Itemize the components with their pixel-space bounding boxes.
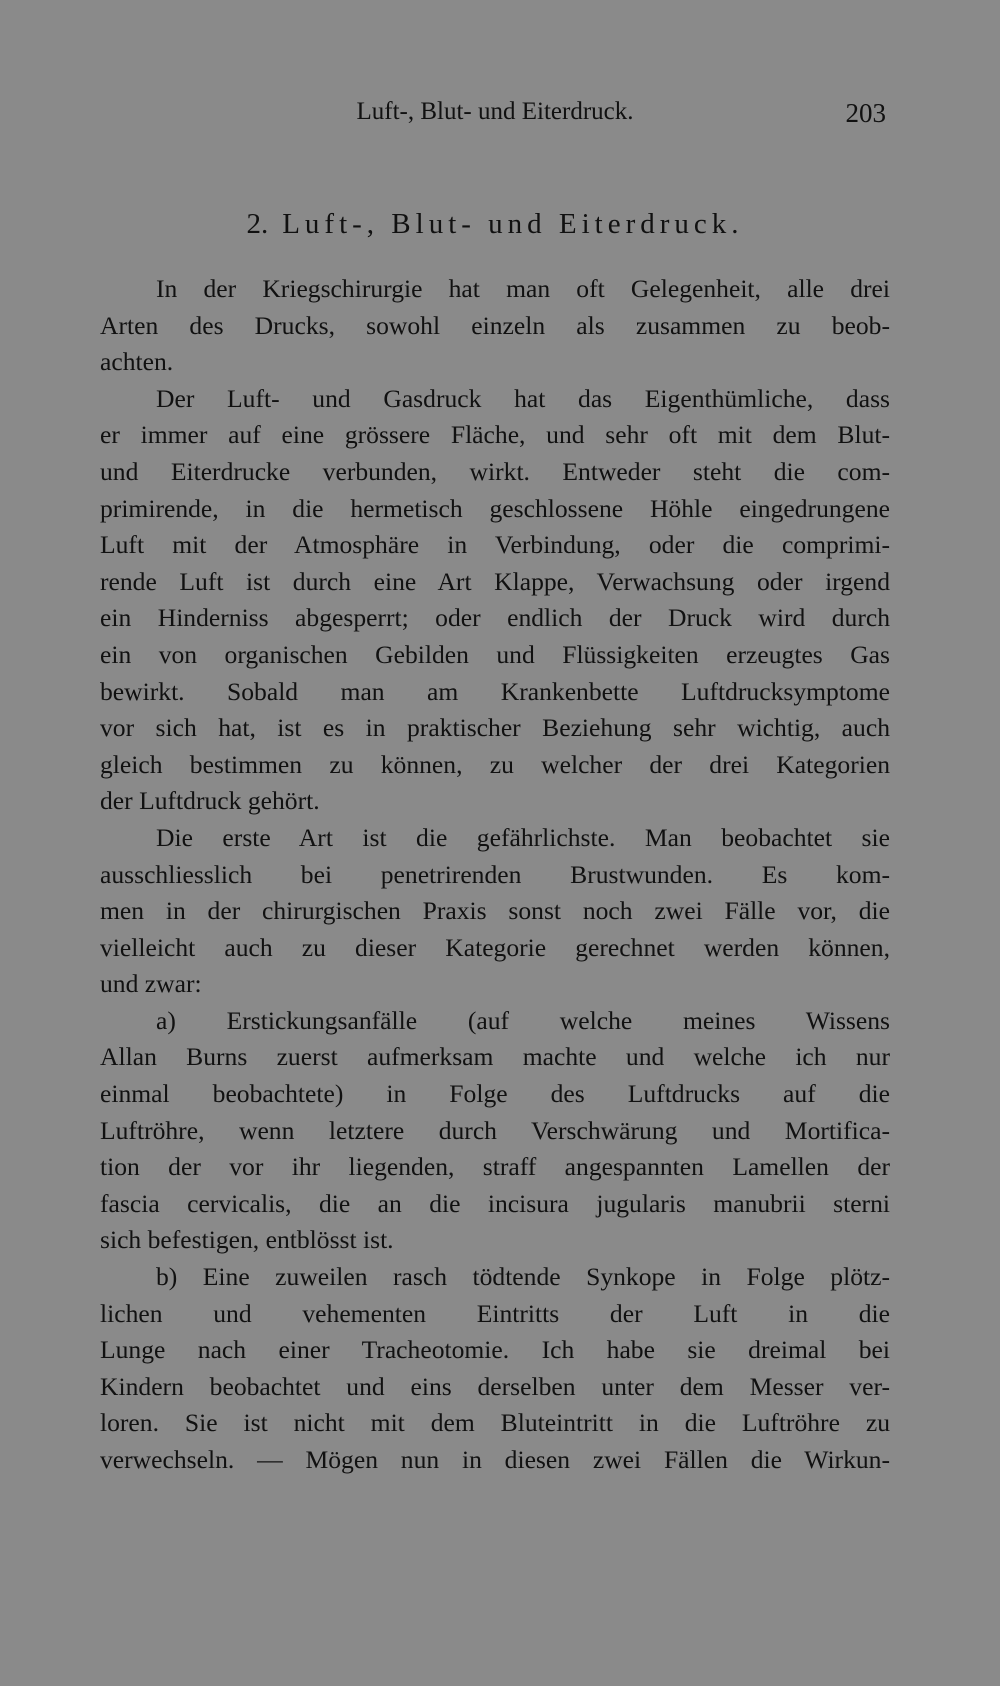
section-title: Luft-, Blut- und Eiterdruck.	[282, 208, 744, 240]
text-line: einmal beobachtete) in Folge des Luftdrucks auf die	[100, 1079, 890, 1109]
text-line: fascia cervicalis, die an die incisura jugularis manubrii sterni	[100, 1188, 890, 1218]
text-line: Luft mit der Atmosphäre in Verbindung, oder die comprimi-	[100, 530, 890, 560]
text-line: b) Eine zuweilen rasch tödtende Synkope in Folge plötz-	[156, 1262, 890, 1292]
text-line: loren. Sie ist nicht mit dem Bluteintritt in die Luftröhre zu	[100, 1408, 890, 1438]
text-line: ausschliesslich bei penetrirenden Brustwunden. Es kom-	[100, 859, 890, 889]
running-title: Luft-, Blut- und Eiterdruck.	[356, 98, 634, 125]
text-line: Arten des Drucks, sowohl einzeln als zusammen zu beob-	[100, 310, 890, 340]
text-line: Der Luft- und Gasdruck hat das Eigenthümliche, dass	[156, 383, 890, 413]
text-line: sich befestigen, entblösst ist.	[100, 1225, 394, 1255]
text-line: und zwar:	[100, 969, 202, 999]
text-line: vielleicht auch zu dieser Kategorie gerechnet werden können,	[100, 932, 890, 962]
text-line: a) Erstickungsanfälle (auf welche meines Wissens	[156, 1005, 890, 1035]
text-line: Lunge nach einer Tracheotomie. Ich habe sie dreimal bei	[100, 1335, 890, 1365]
text-line: tion der vor ihr liegenden, straff angespannten Lamellen der	[100, 1152, 890, 1182]
text-line: achten.	[100, 347, 174, 377]
text-line: Kindern beobachtet und eins derselben unter dem Messer ver-	[100, 1371, 890, 1401]
text-line: lichen und vehementen Eintritts der Luft in die	[100, 1298, 890, 1328]
text-line: ein Hinderniss abgesperrt; oder endlich der Druck wird durch	[100, 603, 890, 633]
text-line: In der Kriegschirurgie hat man oft Gelegenheit, alle drei	[156, 274, 890, 303]
page-number: 203	[845, 98, 886, 128]
text-line: ein von organischen Gebilden und Flüssigkeiten erzeugtes Gas	[100, 639, 890, 669]
body-text	[100, 271, 890, 1479]
text-line: Luftröhre, wenn letztere durch Verschwärung und Mortifica-	[100, 1115, 890, 1145]
running-head	[100, 98, 890, 134]
text-line: der Luftdruck gehört.	[100, 786, 320, 816]
text-line: er immer auf eine grössere Fläche, und sehr oft mit dem Blut-	[100, 420, 890, 450]
text-line: und Eiterdrucke verbunden, wirkt. Entweder steht die com-	[100, 456, 890, 486]
text-line: primirende, in die hermetisch geschlossene Höhle eingedrungene	[100, 493, 890, 523]
text-line: verwechseln. — Mögen nun in diesen zwei Fällen die Wirkun-	[100, 1445, 890, 1474]
text-line: vor sich hat, ist es in praktischer Beziehung sehr wichtig, auch	[100, 713, 890, 743]
text-line: Allan Burns zuerst aufmerksam machte und welche ich nur	[100, 1042, 890, 1072]
text-line: gleich bestimmen zu können, zu welcher der drei Kategorien	[100, 749, 890, 779]
text-line: rende Luft ist durch eine Art Klappe, Verwachsung oder irgend	[100, 566, 890, 596]
section-heading	[100, 208, 890, 241]
text-line: bewirkt. Sobald man am Krankenbette Luftdrucksymptome	[100, 676, 890, 706]
text-line: Die erste Art ist die gefährlichste. Man beobachtet sie	[156, 822, 890, 852]
section-number: 2.	[246, 208, 269, 240]
text-line: men in der chirurgischen Praxis sonst noch zwei Fälle vor, die	[100, 896, 890, 926]
